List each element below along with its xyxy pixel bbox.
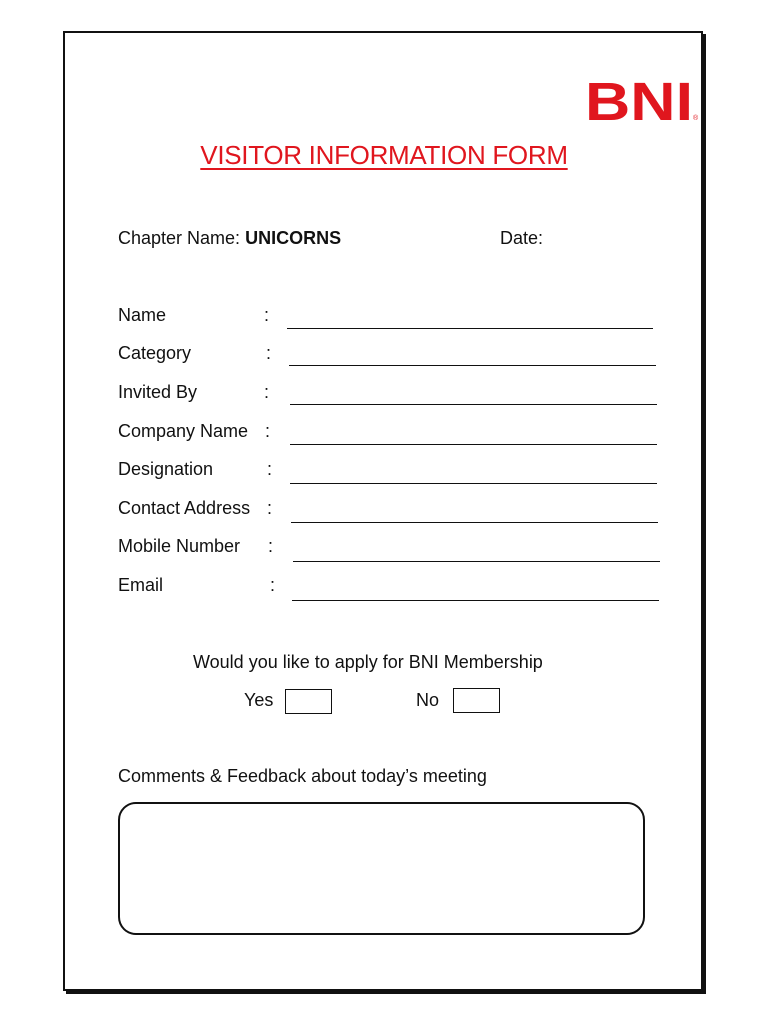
invited-by-colon: : — [264, 382, 270, 402]
category-field[interactable] — [289, 365, 656, 366]
registered-mark: ® — [693, 115, 699, 122]
mobile-number-label: Mobile Number — [118, 536, 241, 556]
email-label: Email — [118, 575, 164, 595]
yes-checkbox[interactable] — [285, 689, 332, 714]
company-name-label: Company Name — [118, 421, 249, 441]
contact-address-colon: : — [267, 498, 273, 518]
yes-label: Yes — [244, 690, 274, 710]
form-title: VISITOR INFORMATION FORM — [200, 140, 568, 170]
contact-address-label: Contact Address — [118, 498, 251, 518]
designation-field[interactable] — [290, 483, 657, 484]
chapter-name-label: Chapter Name: UNICORNS — [118, 228, 342, 248]
designation-colon: : — [267, 459, 273, 479]
company-name-field[interactable] — [290, 444, 657, 445]
category-label: Category — [118, 343, 192, 363]
invited-by-field[interactable] — [290, 404, 657, 405]
mobile-number-colon: : — [268, 536, 274, 556]
designation-label: Designation — [118, 459, 214, 479]
bni-logo — [585, 72, 700, 124]
no-checkbox[interactable] — [453, 688, 500, 713]
date-label: Date: — [500, 228, 544, 248]
bni-logo-text: BNI — [585, 72, 693, 124]
name-field[interactable] — [287, 328, 653, 329]
company-name-colon: : — [265, 421, 271, 441]
no-label: No — [416, 690, 440, 710]
membership-question: Would you like to apply for BNI Membership — [193, 652, 543, 672]
invited-by-label: Invited By — [118, 382, 198, 402]
email-colon: : — [270, 575, 276, 595]
name-colon: : — [264, 305, 270, 325]
email-field[interactable] — [292, 600, 659, 601]
comments-label: Comments & Feedback about today’s meeting — [118, 766, 487, 786]
chapter-name-value: UNICORNS — [245, 228, 342, 248]
name-label: Name — [118, 305, 167, 325]
comments-textarea[interactable] — [118, 802, 645, 935]
contact-address-field[interactable] — [291, 522, 658, 523]
category-colon: : — [266, 343, 272, 363]
mobile-number-field[interactable] — [293, 561, 660, 562]
